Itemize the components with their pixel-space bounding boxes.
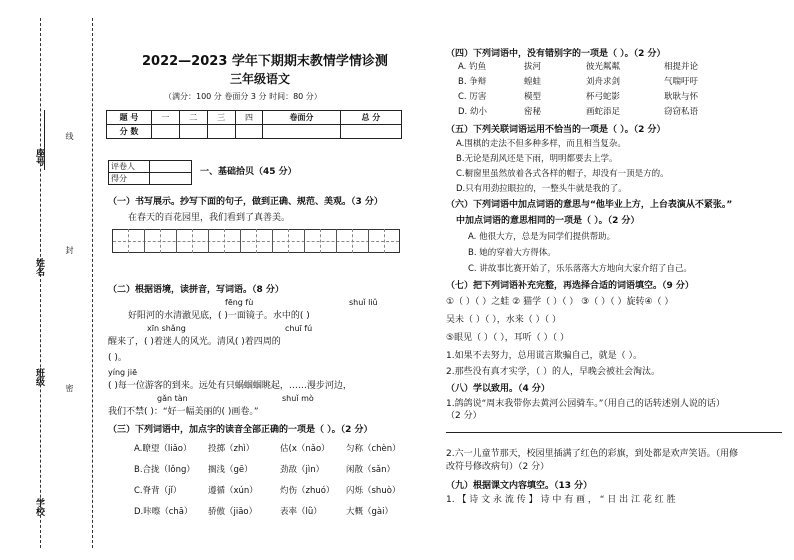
grader-box xyxy=(108,160,192,185)
name-label: 姓名 xyxy=(34,258,44,276)
q4-option-r2-c3: 耿耿与怀 xyxy=(664,92,699,102)
q6-title-1: （六）下列词语中加点词语的意思与“他毕业上方，上台表演从不紧张。” xyxy=(446,200,733,210)
q9-line1: 1. 【 诗 文 永 流 传 】 诗 中 有 画 ， “ 日 出 江 花 红 胜 xyxy=(446,495,676,505)
grid-column-line xyxy=(224,229,225,253)
section1-title: 一、基础拾贝（45 分） xyxy=(200,167,297,177)
exam-title: 2022—2023 学年下期期末教情学情诊测 xyxy=(142,54,388,69)
grid-column-line xyxy=(144,229,145,253)
q4-option-r1-c0: B. 争辩 xyxy=(458,77,487,87)
binding-mark-mi: 密 xyxy=(65,384,74,392)
q7-line4: 1.如果不去努力，总用谎言欺骗自己，就是（ ）。 xyxy=(446,351,642,361)
seat-label: 座号 xyxy=(34,148,44,166)
q2-pinyin-1a: fēng fù xyxy=(225,298,254,307)
school-label: 学校 xyxy=(34,498,44,516)
q2-line3: ( )。 xyxy=(108,353,127,363)
binding-line-inner xyxy=(92,18,93,548)
grid-column-line xyxy=(256,229,257,253)
q8-title: （八）学以致用。（4 分） xyxy=(446,384,550,394)
q3-option-r0-c2: 估(x（nǎo） xyxy=(280,444,330,454)
q4-option-r2-c0: C. 厉害 xyxy=(458,92,487,102)
q1-sentence: 在春天的百花园里，我们看到了真善美。 xyxy=(128,213,291,223)
q8-line2: （2 分） xyxy=(446,411,482,421)
q4-option-r0-c3: 相提并论 xyxy=(664,62,699,72)
grader-label: 评卷人 xyxy=(109,161,150,173)
score-cell[interactable] xyxy=(235,125,263,139)
q3-title: （三）下列词语中，加点字的读音全部正确的一项是（ ）。（2 分） xyxy=(108,425,373,435)
score-h0: 题 号 xyxy=(107,111,152,125)
q3-option-r0-c1: 投掷（zhì） xyxy=(208,444,255,454)
score-h2: 二 xyxy=(179,111,207,125)
q2-pinyin-1b: shuǐ liǔ xyxy=(349,298,378,307)
q4-option-r0-c1: 拔河 xyxy=(524,62,542,72)
grid-column-line xyxy=(288,229,289,253)
grid-column-line xyxy=(352,229,353,253)
q2-line5: 我们不禁( )：“好一幅美丽的( )画卷。” xyxy=(108,407,259,417)
grid-column-line xyxy=(336,229,337,253)
q2-pinyin-3: yíng jiē xyxy=(108,368,138,377)
q5-title: （五）下列关联词语运用不恰当的一项是（ ）。（2 分） xyxy=(446,125,666,135)
score-h3: 三 xyxy=(207,111,235,125)
q3-option-r0-c0: A.瞭望（liǎo） xyxy=(134,444,192,454)
q2-pinyin-2b: chuī fú xyxy=(285,324,313,333)
q8-line4: 改符号修改病句）（2 分） xyxy=(446,462,550,472)
q8-answer-line-1[interactable] xyxy=(446,432,782,433)
q3-option-r2-c3: 闪烁（shuò） xyxy=(346,486,401,496)
score-h1: 一 xyxy=(152,111,180,125)
binding-mark-feng: 封 xyxy=(65,246,74,254)
score-cell[interactable] xyxy=(340,125,401,139)
q3-option-r3-c2: 表率（lǜ） xyxy=(280,507,322,517)
q4-option-r1-c1: 蝗蛙 xyxy=(524,77,542,87)
q2-line2: 醒来了，( )着迷人的风光。清风( )着四周的 xyxy=(108,337,281,347)
q2-line4: ( )每一位游客的到来。远处有只蜗蝈蝈眺起，……漫步河边， xyxy=(108,381,352,391)
grid-column-line xyxy=(192,229,193,253)
q3-option-r3-c0: D.咔嚓（chā） xyxy=(134,507,193,517)
grade-label: 得分 xyxy=(109,173,150,185)
q4-option-r1-c2: 刘舟求剑 xyxy=(586,77,621,87)
q4-option-r2-c1: 模型 xyxy=(524,92,542,102)
q2-pinyin-4b: shuǐ mò xyxy=(282,394,314,403)
seat-underline xyxy=(44,110,45,170)
q5-option-b: B.无论是刮风还是下雨，明明都要去上学。 xyxy=(456,154,618,164)
q2-title: （二）根据语境，读拼音，写词语。（8 分） xyxy=(108,285,284,295)
q3-option-r1-c1: 搁浅（gē） xyxy=(208,465,253,475)
q9-title: （九）根据课文内容填空。（13 分） xyxy=(446,481,593,491)
q5-option-a: A.围棋的走法不但多种多样，而且相当复杂。 xyxy=(456,139,626,149)
q6-option-a: A. 他很大方，总是为同学们提供帮助。 xyxy=(468,232,616,242)
class-label: 班级 xyxy=(34,368,44,386)
score-h4: 四 xyxy=(235,111,263,125)
q6-option-c: C. 讲故事比赛开始了，乐乐落落大方地向大家介绍了自己。 xyxy=(468,264,692,274)
grid-column-line xyxy=(272,229,273,253)
score-cell[interactable] xyxy=(152,125,180,139)
q4-option-r0-c0: A. 钓鱼 xyxy=(458,62,487,72)
score-table xyxy=(106,110,402,139)
q3-option-r3-c1: 骄傲（jiāo） xyxy=(208,507,258,517)
grid-column-line xyxy=(240,229,241,253)
q4-option-r0-c2: 彼光粼粼 xyxy=(586,62,621,72)
score-h5: 卷面分 xyxy=(263,111,340,125)
q6-title-2: 中加点词语的意思相同的一项是（ ）。（2 分） xyxy=(456,216,640,226)
q3-option-r3-c3: 大概（gài） xyxy=(346,507,393,517)
q3-option-r1-c2: 劲敌（jìn） xyxy=(280,465,325,475)
q7-line1: ①（ ）（ ）之蛙 ② 猫学（ ）（ ） ③（ ）（ ）旋转④（ ） xyxy=(446,297,674,307)
score-row-label: 分 数 xyxy=(107,125,152,139)
q2-pinyin-2a: xīn shǎng xyxy=(147,324,186,333)
q7-title: （七）把下列词语补充完整，再选择合适的词语填空。（9 分） xyxy=(446,281,694,291)
q2-pinyin-4a: gǎn tàn xyxy=(157,394,188,403)
q4-option-r2-c2: 杯弓蛇影 xyxy=(586,92,621,102)
q3-option-r2-c2: 灼伤（zhuó） xyxy=(280,486,335,496)
q5-option-d: D.只有用劲拉眼拉的，一整头牛就是我的了。 xyxy=(456,184,627,194)
grid-column-line xyxy=(304,229,305,253)
grid-column-line xyxy=(384,229,385,253)
binding-line-outer xyxy=(40,18,41,548)
q4-option-r3-c2: 画蛇添足 xyxy=(586,107,621,117)
q4-title: （四）下列词语中，没有错别字的一项是（ ）。（2 分） xyxy=(446,49,666,59)
q8-line3: 2.六一儿童节那天，校园里插满了红色的彩旗，到处都是欢声笑语。（用修 xyxy=(446,449,739,459)
q1-title: （一）书写展示。抄写下面的句子，做到正确、规范、美观。（3 分） xyxy=(108,197,383,207)
exam-meta: （满分：100 分 卷面分 3 分 时间：80 分） xyxy=(164,92,322,101)
q7-line5: 2.那些没有真才实学，（ ）的人，早晚会被社会淘汰。 xyxy=(446,367,660,377)
score-h6: 总 分 xyxy=(340,111,401,125)
q3-option-r2-c1: 遵循（xún） xyxy=(208,486,258,496)
grader-cell[interactable] xyxy=(150,161,192,173)
grade-cell[interactable] xyxy=(150,173,192,185)
binding-mark-xian: 线 xyxy=(65,132,74,140)
grid-column-line xyxy=(320,229,321,253)
q7-line3: ⑤眼见（ ）（ ），耳听（ ）（ ） xyxy=(446,333,570,343)
q7-line2: 吴未（ ）（ ），水来（ ）（ ） xyxy=(446,315,561,325)
score-cell[interactable] xyxy=(263,125,340,139)
q4-option-r3-c3: 窃窃私语 xyxy=(664,107,699,117)
exam-subtitle: 三年级语文 xyxy=(230,72,291,86)
q3-option-r1-c0: B.合拢（lǒng） xyxy=(134,465,195,475)
q3-option-r2-c0: C.脊背（jǐ） xyxy=(134,486,182,496)
q8-line1: 1.鸽鸽说“周末我带你去黄河公园骑车。”（用自己的话转述别人说的话） xyxy=(446,399,725,409)
score-cell[interactable] xyxy=(179,125,207,139)
grid-column-line xyxy=(208,229,209,253)
score-cell[interactable] xyxy=(207,125,235,139)
grid-column-line xyxy=(368,229,369,253)
q5-option-c: C.橱窗里虽然放着各式各样的帽子，却没有一顶是方的。 xyxy=(456,169,669,179)
q6-option-b: B. 她的穿着大方得体。 xyxy=(468,248,556,258)
q3-option-r0-c3: 匀称（chèn） xyxy=(346,444,401,454)
q3-option-r1-c3: 闲散（sǎn） xyxy=(346,465,396,475)
q4-option-r3-c1: 密秘 xyxy=(524,107,542,117)
q4-option-r3-c0: D. 幼小 xyxy=(458,107,487,117)
q4-option-r1-c3: 气喘吁吁 xyxy=(664,77,699,87)
q2-line1: 好阳河的水清澈见底，( )一面镜子。水中的( ) xyxy=(128,311,310,321)
grid-column-line xyxy=(176,229,177,253)
grid-column-line xyxy=(160,229,161,253)
grid-column-line xyxy=(128,229,129,253)
